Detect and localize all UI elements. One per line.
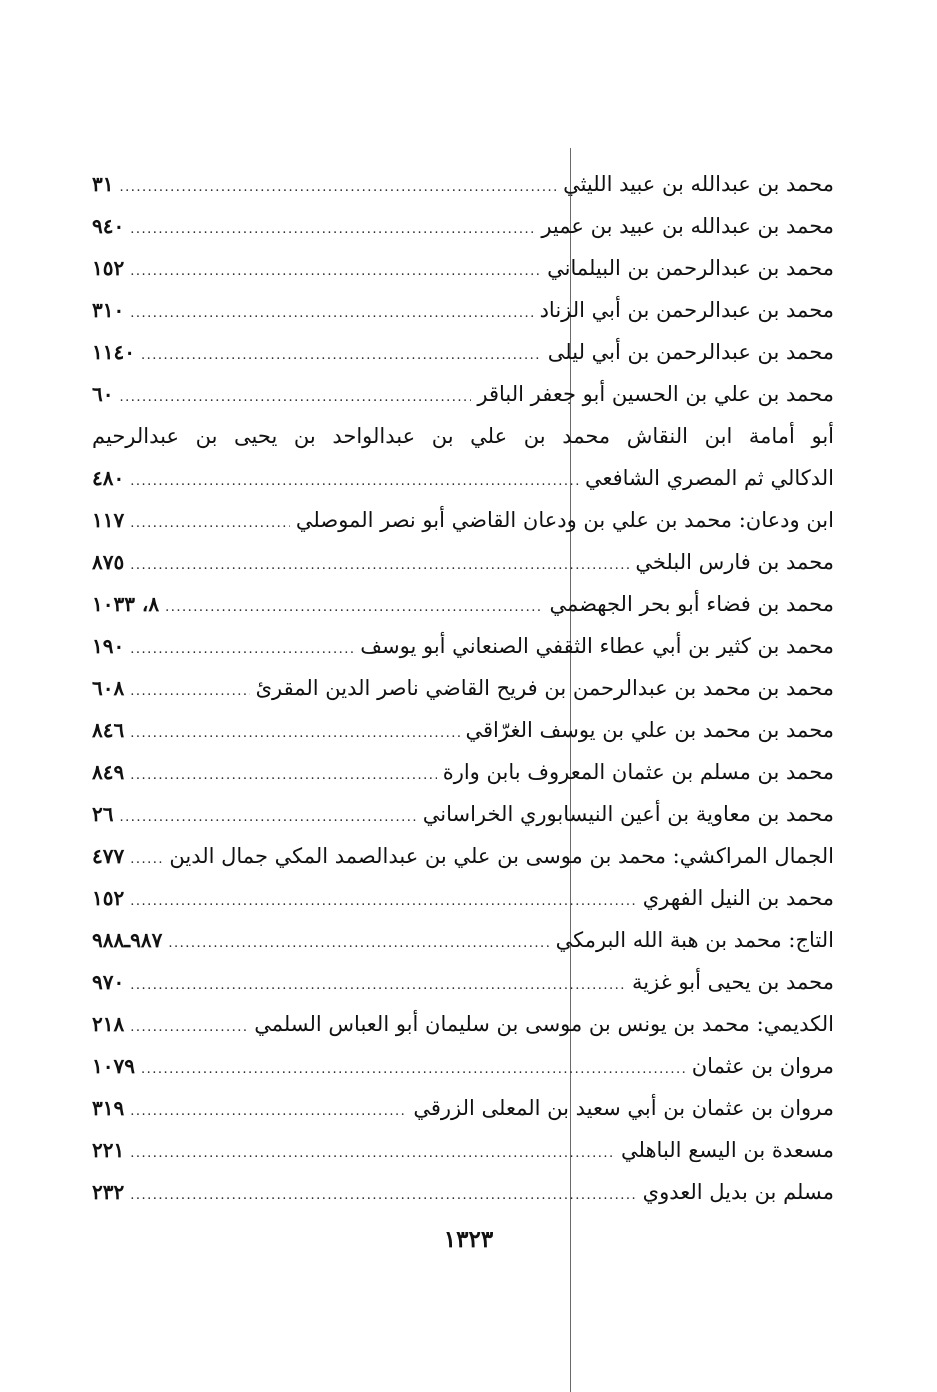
entry-name: محمد بن معاوية بن أعين النيسابوري الخراساني xyxy=(422,802,834,826)
entry-name: مسعدة بن اليسع الباهلي xyxy=(621,1138,834,1162)
entry-name: محمد بن محمد بن عبدالرحمن بن فريح القاضي ناصر الدين المقرئ xyxy=(255,676,834,700)
entry-page-ref: ١١٧ xyxy=(92,508,125,532)
dot-leader xyxy=(130,251,541,293)
dot-leader xyxy=(165,587,543,629)
entry-page-ref: ١٩٠ xyxy=(92,634,125,658)
index-entry xyxy=(92,1087,834,1129)
dot-leader xyxy=(130,965,626,1007)
entry-name: محمد بن عبدالرحمن بن أبي ليلى xyxy=(547,340,834,364)
dot-leader xyxy=(130,545,629,587)
entry-page-ref: ١٠٧٩ xyxy=(92,1054,135,1078)
dot-leader xyxy=(130,839,163,881)
dot-leader xyxy=(130,293,533,335)
dot-leader xyxy=(130,671,249,713)
entry-page-ref: ٢١٨ xyxy=(92,1012,125,1036)
name-index-list xyxy=(92,163,834,1213)
index-entry xyxy=(92,373,834,415)
entry-page-ref: ٩٨٧ـ٩٨٨ xyxy=(92,928,163,952)
dot-leader xyxy=(168,923,549,965)
dot-leader xyxy=(130,1007,248,1049)
entry-page-ref: ٨٤٦ xyxy=(92,718,125,742)
index-entry xyxy=(92,1129,834,1171)
index-entry xyxy=(92,793,834,835)
entry-name: محمد بن عبدالرحمن بن أبي الزناد xyxy=(539,298,834,322)
entry-page-ref: ٦٠ xyxy=(92,382,114,406)
index-entry xyxy=(92,247,834,289)
entry-page-ref: ٢٣٢ xyxy=(92,1180,125,1204)
dot-leader xyxy=(141,335,542,377)
entry-page-ref: ١٥٢ xyxy=(92,256,125,280)
entry-page-ref: ٢٢١ xyxy=(92,1138,125,1162)
dot-leader xyxy=(130,713,459,755)
dot-leader xyxy=(130,1091,407,1133)
index-entry xyxy=(92,1003,834,1045)
index-entry xyxy=(92,289,834,331)
entry-page-ref: ٦٠٨ xyxy=(92,676,125,700)
index-entry xyxy=(92,163,834,205)
entry-name: الجمال المراكشي: محمد بن موسى بن علي بن عبدالصمد المكي جمال الدين xyxy=(169,844,834,868)
entry-name: محمد بن عبدالله بن عبيد بن عمير xyxy=(541,214,834,238)
dot-leader xyxy=(119,797,416,839)
index-entry xyxy=(92,541,834,583)
index-entry xyxy=(92,415,834,457)
dot-leader xyxy=(119,167,557,209)
entry-page-ref: ٣١٩ xyxy=(92,1096,125,1120)
index-entry xyxy=(92,499,834,541)
entry-page-ref: ٨٧٥ xyxy=(92,550,125,574)
entry-page-ref: ١٥٢ xyxy=(92,886,125,910)
page-number: ١٣٢٣ xyxy=(443,1226,494,1253)
entry-page-ref: ٤٨٠ xyxy=(92,466,125,490)
dot-leader xyxy=(130,881,637,923)
index-entry xyxy=(92,1171,834,1213)
index-entry xyxy=(92,709,834,751)
entry-name: محمد بن عبدالرحمن بن البيلماني xyxy=(547,256,834,280)
entry-page-ref: ٨٤٩ xyxy=(92,760,125,784)
dot-leader xyxy=(130,1175,636,1217)
entry-page-ref: ٣١٠ xyxy=(92,298,125,322)
entry-name: مروان بن عثمان xyxy=(691,1054,834,1078)
index-entry xyxy=(92,835,834,877)
index-entry xyxy=(92,457,834,499)
entry-page-ref: ٩٧٠ xyxy=(92,970,125,994)
index-entry xyxy=(92,751,834,793)
index-entry xyxy=(92,961,834,1003)
entry-page-ref: ٩٤٠ xyxy=(92,214,125,238)
index-entry xyxy=(92,667,834,709)
entry-name: محمد بن يحيى أبو غزية xyxy=(632,970,834,994)
entry-page-ref: ٣١ xyxy=(92,172,114,196)
dot-leader xyxy=(130,461,579,503)
entry-name: الكديمي: محمد بن يونس بن موسى بن سليمان أبو العباس السلمي xyxy=(254,1012,834,1036)
entry-page-ref: ٢٦ xyxy=(92,802,114,826)
index-entry xyxy=(92,625,834,667)
entry-name: محمد بن فضاء أبو بحر الجهضمي xyxy=(549,592,834,616)
dot-leader xyxy=(119,377,471,419)
entry-name: مسلم بن بديل العدوي xyxy=(642,1180,834,1204)
entry-page-ref: ٤٧٧ xyxy=(92,844,125,868)
dot-leader xyxy=(130,209,535,251)
entry-name: محمد بن عبدالله بن عبيد الليثي xyxy=(563,172,834,196)
dot-leader xyxy=(130,1133,615,1175)
entry-name: محمد بن محمد بن علي بن يوسف الغرّاقي xyxy=(465,718,834,742)
entry-name: الدكالي ثم المصري الشافعي xyxy=(584,466,834,490)
dot-leader xyxy=(130,755,436,797)
index-entry xyxy=(92,877,834,919)
entry-name: ابن ودعان: محمد بن علي بن ودعان القاضي أبو نصر الموصلي xyxy=(295,508,834,532)
entry-name: مروان بن عثمان بن أبي سعيد بن المعلى الزرقي xyxy=(413,1096,834,1120)
index-entry xyxy=(92,1045,834,1087)
entry-page-ref: ٨، ١٠٣٣ xyxy=(92,592,160,616)
entry-name: محمد بن فارس البلخي xyxy=(635,550,834,574)
index-entry xyxy=(92,583,834,625)
entry-page-ref: ١١٤٠ xyxy=(92,340,135,364)
dot-leader xyxy=(141,1049,686,1091)
entry-name: أبو أمامة ابن النقاش محمد بن علي بن عبدالواحد بن يحيى بن عبدالرحيم xyxy=(92,424,834,448)
dot-leader xyxy=(130,629,354,671)
entry-name: محمد بن كثير بن أبي عطاء الثقفي الصنعاني أبو يوسف xyxy=(360,634,834,658)
entry-name: محمد بن النيل الفهري xyxy=(642,886,834,910)
dot-leader xyxy=(130,503,290,545)
entry-name: التاج: محمد بن هبة الله البرمكي xyxy=(555,928,834,952)
entry-name: محمد بن علي بن الحسين أبو جعفر الباقر xyxy=(477,382,834,406)
index-entry xyxy=(92,205,834,247)
index-entry xyxy=(92,919,834,961)
entry-name: محمد بن مسلم بن عثمان المعروف بابن وارة xyxy=(442,760,834,784)
index-entry xyxy=(92,331,834,373)
